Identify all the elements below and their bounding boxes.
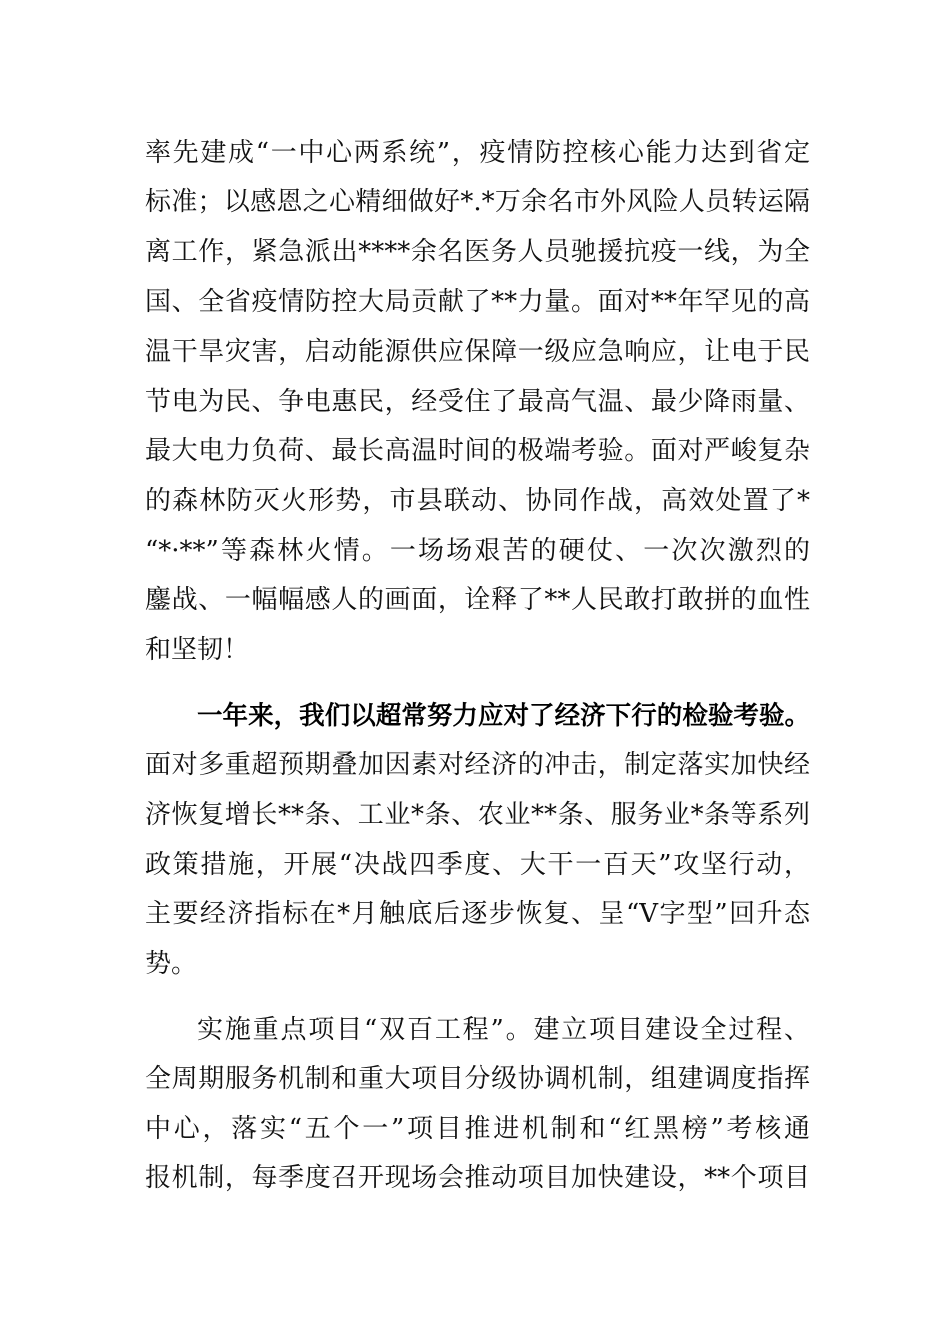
- paragraph-line: 标准；以感恩之心精细做好*.*万余名市外风险人员转运隔: [145, 187, 810, 217]
- paragraph-line: 离工作，紧急派出****余名医务人员驰援抗疫一线，为全: [145, 237, 810, 267]
- paragraph-line: 国、全省疫情防控大局贡献了**力量。面对**年罕见的高: [145, 287, 810, 317]
- paragraph-line: 主要经济指标在*月触底后逐步恢复、呈“V字型”回升态: [145, 899, 810, 929]
- section-heading: 一年来，我们以超常努力应对了经济下行的检验考验。: [197, 701, 810, 731]
- paragraph-line: 节电为民、争电惠民，经受住了最高气温、最少降雨量、: [145, 387, 810, 417]
- paragraph-line: 实施重点项目“双百工程”。建立项目建设全过程、: [197, 1015, 810, 1045]
- paragraph-line: 最大电力负荷、最长高温时间的极端考验。面对严峻复杂: [145, 436, 810, 466]
- paragraph-line: 鏖战、一幅幅感人的画面，诠释了**人民敢打敢拼的血性: [145, 585, 810, 615]
- paragraph-line: 全周期服务机制和重大项目分级协调机制，组建调度指挥: [145, 1064, 810, 1094]
- paragraph-line: 政策措施，开展“决战四季度、大干一百天”攻坚行动，: [145, 850, 810, 880]
- paragraph-line: 济恢复增长**条、工业*条、农业**条、服务业*条等系列: [145, 800, 810, 830]
- paragraph-line: 面对多重超预期叠加因素对经济的冲击，制定落实加快经: [145, 750, 810, 780]
- paragraph-line: 和坚韧！: [145, 635, 250, 665]
- paragraph-line: 势。: [145, 949, 198, 979]
- paragraph-line: 中心，落实“五个一”项目推进机制和“红黑榜”考核通: [145, 1114, 810, 1144]
- paragraph-line: 报机制，每季度召开现场会推动项目加快建设，**个项目: [145, 1163, 810, 1193]
- paragraph-line: 率先建成“一中心两系统”，疫情防控核心能力达到省定: [145, 138, 810, 168]
- paragraph-line: 温干旱灾害，启动能源供应保障一级应急响应，让电于民: [145, 337, 810, 367]
- paragraph-line: 的森林防灭火形势，市县联动、协同作战，高效处置了*: [145, 486, 810, 516]
- paragraph-line: “*·**”等森林火情。一场场艰苦的硬仗、一次次激烈的: [145, 536, 810, 566]
